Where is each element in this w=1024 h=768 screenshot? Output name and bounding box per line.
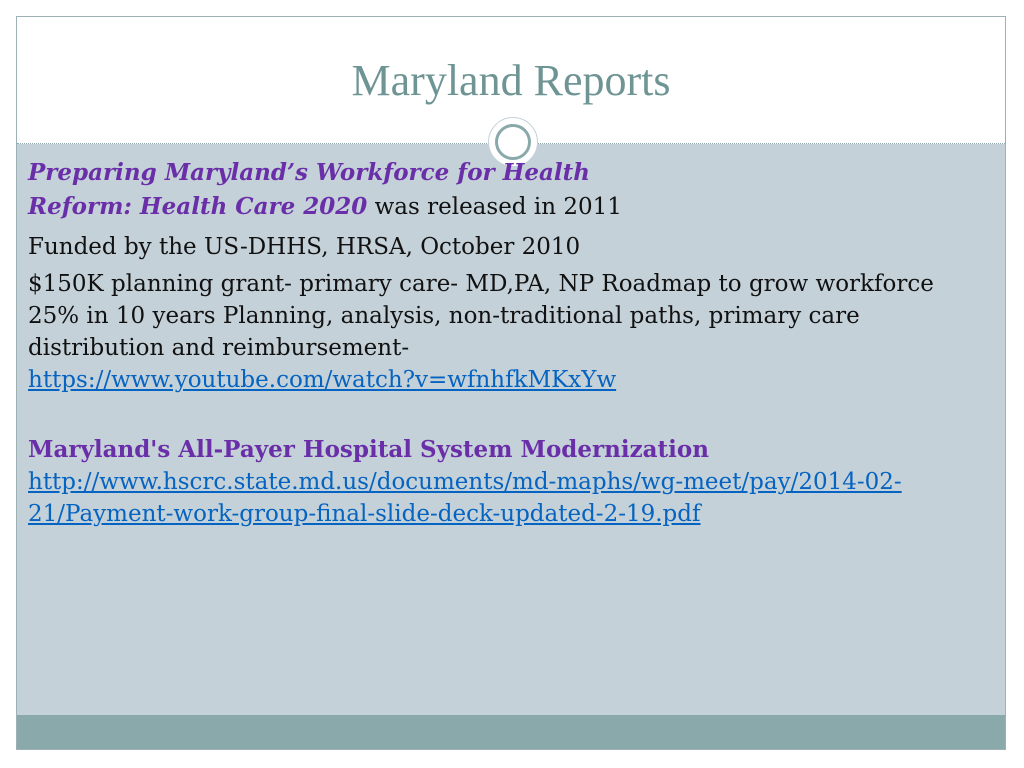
report-title-line2: Reform: Health Care 2020 bbox=[28, 193, 368, 220]
slide-body bbox=[28, 156, 978, 530]
hscrc-link[interactable]: http://www.hscrc.state.md.us/documents/md-maphs/wg-meet/pay/2014-02-21/Payment-work-group-final-slide-deck-updated-2-19.pdf bbox=[28, 469, 902, 527]
bottom-bar bbox=[17, 715, 1005, 749]
youtube-link[interactable]: https://www.youtube.com/watch?v=wfnhfkMKxYw bbox=[28, 367, 617, 393]
report-title-paragraph bbox=[28, 156, 978, 224]
released-text: was released in 2011 bbox=[367, 194, 622, 220]
grant-text: $150K planning grant- primary care- MD,PA, NP Roadmap to grow workforce 25% in 10 years Planning, analysis, non-traditional paths, primary care distribution and reimbursement- bbox=[28, 271, 934, 361]
funded-paragraph bbox=[28, 230, 978, 264]
grant-paragraph bbox=[28, 268, 978, 396]
funded-text: Funded by the US-DHHS, HRSA, October 2010 bbox=[28, 234, 581, 260]
allpayer-paragraph bbox=[28, 434, 978, 530]
spacer bbox=[28, 396, 978, 430]
slide-title: Maryland Reports bbox=[351, 56, 671, 105]
circle-ornament-inner bbox=[495, 124, 531, 160]
allpayer-heading: Maryland's All-Payer Hospital System Modernization bbox=[28, 436, 709, 463]
report-title-line1: Preparing Maryland’s Workforce for Health bbox=[28, 159, 591, 186]
